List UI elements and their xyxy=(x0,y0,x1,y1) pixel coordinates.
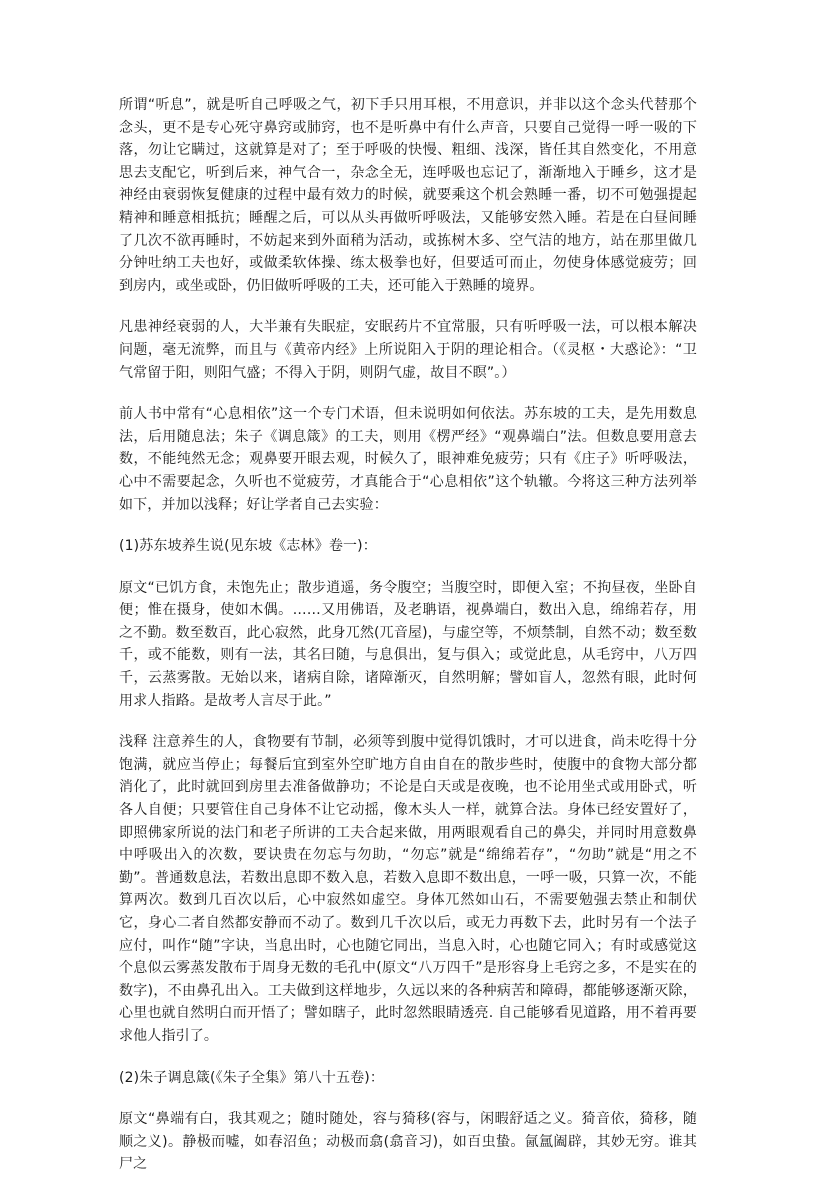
document-page xyxy=(119,94,697,1195)
paragraph-su-dongpo-original: 原文“已饥方食，未饱先止；散步逍遥，务令腹空；当腹空时，即便入室；不拘昼夜，坐卧自便；惟在摄身，使如木偶。……又用佛语，及老聃语，视鼻端白，数出入息，绵绵若存，用之不勤。数至数百，此心寂然，此身兀然(兀音屋)，与虚空等，不烦禁制，自然不动；数至数千，或不能数，则有一法，其名曰随，与息俱出，复与俱入；或觉此息，从毛窍中，八万四千，云蒸雾散。无始以来，诸病自除，诸障渐灭，自然明解；譬如盲人，忽然有眼，此时何用求人指路。是故考人言尽于此。” xyxy=(119,579,697,709)
paragraph-listening-breath: 所谓“听息”，就是听自己呼吸之气，初下手只用耳根，不用意识，并非以这个念头代替那个念头，更不是专心死守鼻窍或肺窍，也不是听鼻中有什么声音，只要自己觉得一呼一吸的下落，勿让它瞒过，这就算是对了；至于呼吸的快慢、粗细、浅深，皆任其自然变化，不用意思去支配它，听到后来，神气合一，杂念全无，连呼吸也忘记了，渐渐地入于睡乡，这才是神经由衰弱恢复健康的过程中最有效力的时候，就要乘这个机会熟睡一番，切不可勉强提起精神和睡意相抵抗；睡醒之后，可以从头再做听呼吸法，又能够安然入睡。若是在白昼间睡了几次不欲再睡时，不妨起来到外面稍为活动，或拣树木多、空气洁的地方，站在那里做几分钟吐纳工夫也好，或做柔软体操、练太极拳也好，但要适可而止，勿使身体感觉疲劳；回到房内，或坐或卧，仍旧做听呼吸的工夫，还可能入于熟睡的境界。 xyxy=(119,97,697,294)
heading-zhuzi: (2)朱子调息箴(《朱子全集》第八十五卷)： xyxy=(119,1069,385,1086)
paragraph-insomnia: 凡患神经衰弱的人，大半兼有失眠症，安眠药片不宜常服，只有听呼吸一法，可以根本解决问题，毫无流弊，而且与《黄帝内经》上所说阳入于阴的理论相合。（《灵枢・大惑论》：“卫气常留于阳，则阳气盛；不得入于阴，则阴气虚，故目不瞑”。） xyxy=(119,319,697,381)
paragraph-zhuzi-original: 原文“鼻端有白，我其观之；随时随处，容与猗移(容与，闲暇舒适之义。猗音依，猗移，随顺之义)。静极而嘘，如春沼鱼；动极而翕(翕音习)，如百虫蛰。氤氲阖辟，其妙无穷。谁其尸之 xyxy=(119,1111,697,1173)
paragraph-mind-breath: 前人书中常有“心息相依”这一个专门术语，但未说明如何依法。苏东坡的工夫，是先用数息法，后用随息法；朱子《调息箴》的工夫，则用《楞严经》“观鼻端白”法。但数息要用意去数，不能纯然无念；观鼻要开眼去观，时候久了，眼神难免疲劳；只有《庄子》听呼吸法，心中不需要起念，久听也不觉疲劳，才真能合于“心息相依”这个轨辙。今将这三种方法列举如下，并加以浅释；好让学者自己去实验： xyxy=(119,406,697,513)
paragraph-su-dongpo-explanation: 浅释 注意养生的人，食物要有节制，必须等到腹中觉得饥饿时，才可以进食，尚未吃得十分饱满，就应当停止；每餐后宜到室外空旷地方自由自在的散步些时，使腹中的食物大部分都消化了，此时就回到房里去准备做静功；不论是白天或是夜晚，也不论用坐式或用卧式，听各人自便；只要管住自己身体不让它动摇，像木头人一样，就算合法。身体已经安置好了，即照佛家所说的法门和老子所讲的工夫合起来做，用两眼观看自己的鼻尖，并同时用意数鼻中呼吸出入的次数，要诀贵在勿忘与勿助，“勿忘”就是“绵绵若存”，“勿助”就是“用之不勤”。普通数息法，若数出息即不数入息，若数入息即不数出息，一呼一吸，只算一次，不能算两次。数到几百次以后，心中寂然如虚空。身体兀然如山石，不需要勉强去禁止和制伏它，身心二者自然都安静而不动了。数到几千次以后，或无力再数下去，此时另有一个法子应付，叫作“随”字诀，当息出时，心也随它同出，当息入时，心也随它同入；有时或感觉这个息似云雾蒸发散布于周身无数的毛孔中(原文“八万四千”是形容身上毛窍之多，不是实在的数字)，不由鼻孔出入。工夫做到这样地步，久远以来的各种病苦和障碍，都能够逐渐灭除，心里也就自然明白而开悟了；譬如瞎子，此时忽然眼睛透亮. 自己能够看见道路，用不着再要求他人指引了。 xyxy=(119,734,697,1044)
heading-su-dongpo: (1)苏东坡养生说(见东坡《志林》卷一)： xyxy=(119,538,377,555)
